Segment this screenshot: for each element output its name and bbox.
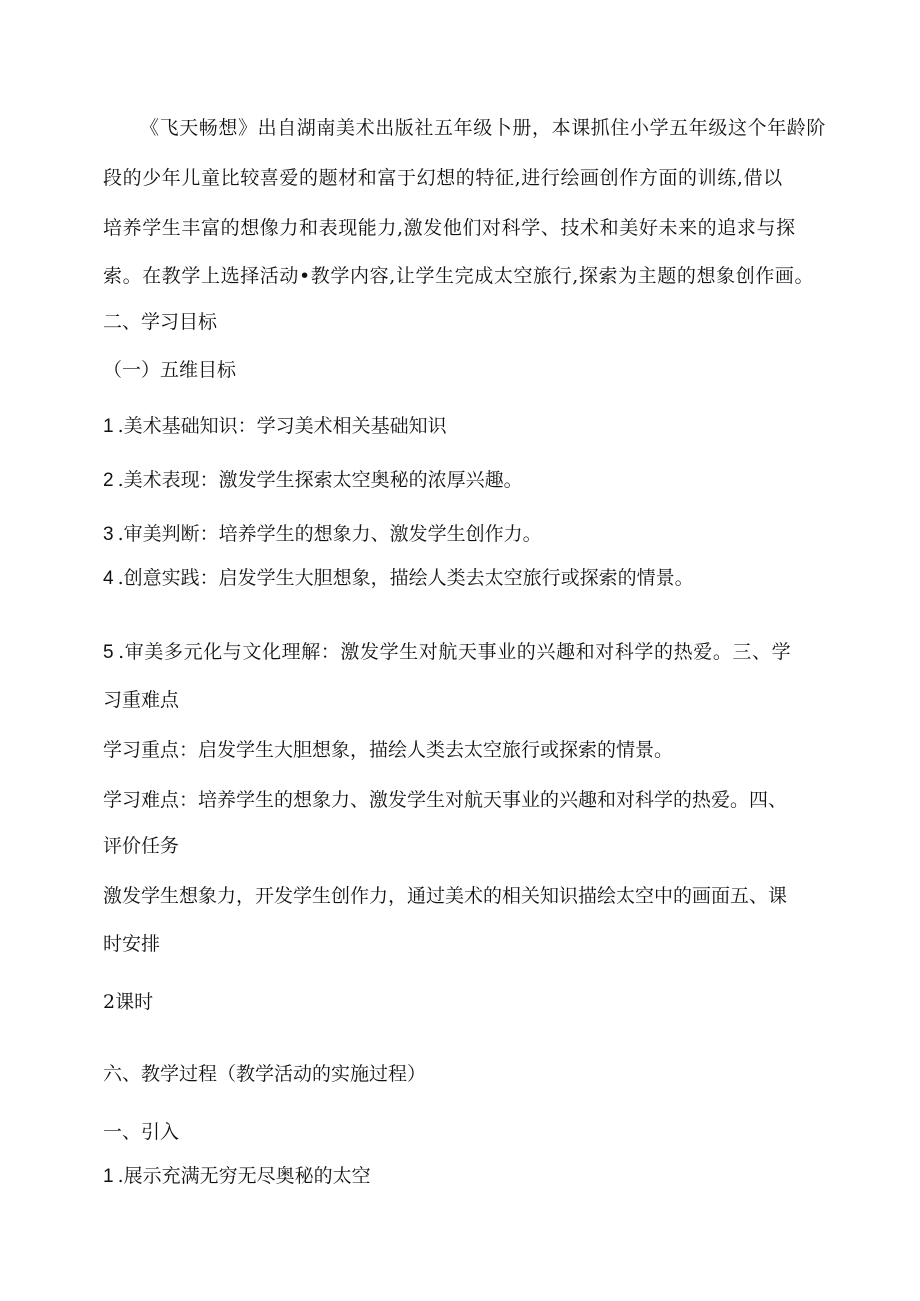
difficult-point-line-2: 评价任务 — [103, 835, 180, 857]
section-heading-process: 六、教学过程（教学活动的实施过程） — [103, 1063, 427, 1085]
evaluation-line-1: 激发学生想象力，开发学生创作力，通过美术的相关知识描绘太空中的画面五、课 — [103, 885, 788, 907]
goal-item-3 — [103, 522, 542, 547]
subheading-introduction: 一、引入 — [103, 1121, 180, 1143]
intro-line-2: 段的少年儿童比较喜爱的题材和富于幻想的特征,进行绘画创作方面的训练,借以 — [103, 167, 783, 189]
step-number: 1 — [103, 1166, 114, 1187]
process-step-1 — [103, 1164, 371, 1189]
goal-text: .美术基础知识：学习美术相关基础知识 — [117, 415, 447, 437]
class-hours: 2课时 — [103, 991, 154, 1013]
goal-text: .审美多元化与文化理解：激发学生对航天事业的兴趣和对科学的热爱。三、学 — [118, 641, 792, 663]
step-text: .展示充满无穷无尽奥秘的太空 — [117, 1165, 371, 1187]
subheading-five-goals: （一）五维目标 — [103, 359, 237, 381]
goal-item-2 — [103, 468, 523, 493]
goal-text: .创意实践：启发学生大胆想象，描绘人类去太空旅行或探索的情景。 — [117, 567, 694, 589]
goal-item-5 — [103, 640, 791, 665]
goal-number: 3 — [103, 524, 114, 545]
key-point: 学习重点：启发学生大胆想象，描绘人类去太空旅行或探索的情景。 — [103, 739, 674, 761]
goal-number: 4 — [103, 568, 114, 589]
section-heading-goals: 二、学习目标 — [103, 311, 218, 333]
difficult-point-line-1: 学习难点：培养学生的想象力、激发学生对航天事业的兴趣和对科学的热爱。四、 — [103, 789, 788, 811]
goal-item-1 — [103, 414, 447, 439]
goal-text: .审美判断：培养学生的想象力、激发学生创作力。 — [117, 523, 542, 545]
goal-number: 1 — [103, 416, 114, 437]
goal-item-5-continued: 习重难点 — [103, 689, 180, 711]
goal-number: 5 — [103, 642, 115, 663]
evaluation-line-2: 时安排 — [103, 933, 161, 955]
goal-text: .美术表现：激发学生探索太空奥秘的浓厚兴趣。 — [117, 469, 523, 491]
intro-line-3: 培养学生丰富的想像力和表现能力,激发他们对科学、技术和美好未来的追求与探 — [103, 217, 796, 239]
intro-line-4: 索。在教学上选择活动•教学内容,让学生完成太空旅行,探索为主题的想象创作画。 — [103, 265, 815, 287]
goal-number: 2 — [103, 470, 114, 491]
goal-item-4 — [103, 566, 694, 591]
intro-line-1: 《飞天畅想》出自湖南美术出版社五年级卜册，本课抓住小学五年级这个年龄阶 — [140, 117, 827, 139]
